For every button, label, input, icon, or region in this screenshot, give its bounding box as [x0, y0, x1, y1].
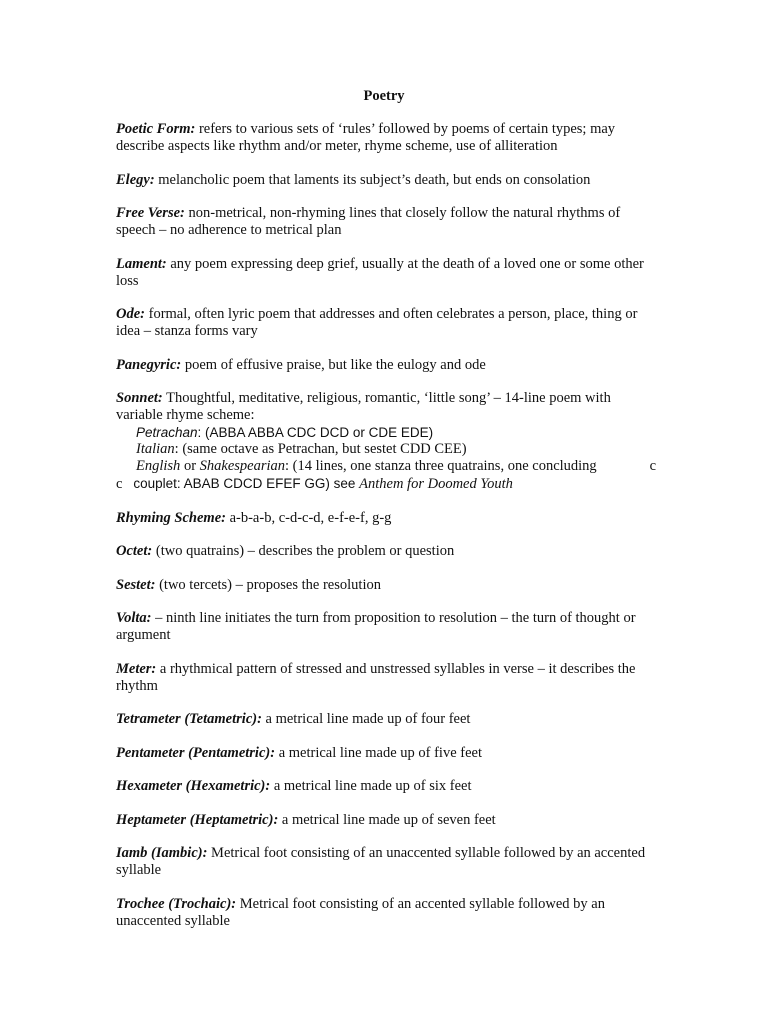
couplet-text: couplet: ABAB CDCD EFEF GG) see: [133, 476, 360, 491]
sonnet-type-label-alt: Shakespearian: [199, 458, 286, 474]
entry-pentameter: [116, 745, 656, 762]
entry-panegyric: [116, 357, 656, 374]
definition: refers to various sets of ‘rules’ followed by poems of certain types; may describe aspects like rhythm and/or meter, rhyme scheme, use of alliteration: [116, 121, 616, 154]
definition: a metrical line made up of six feet: [270, 778, 472, 794]
term: Trochee (Trochaic):: [116, 895, 237, 912]
term: Iamb (Iambic):: [116, 845, 208, 861]
term: Poetic Form:: [116, 121, 196, 137]
sonnet-type-text: : (14 lines, one stanza three quatrains, one concluding: [285, 458, 597, 474]
entry-sonnet: [116, 390, 656, 493]
entry-octet: [116, 543, 656, 560]
term: Heptameter (Heptametric):: [116, 811, 279, 828]
entry-elegy: [116, 172, 656, 189]
poem-reference: Anthem for Doomed Youth: [359, 476, 513, 492]
term: Octet:: [116, 543, 153, 559]
definition: a metrical line made up of four feet: [261, 711, 471, 727]
stray-letter: c: [116, 476, 123, 492]
term: Tetrameter (Tetametric):: [116, 711, 262, 727]
term: Pentameter (Pentametric):: [116, 744, 276, 761]
entry-tetrameter: [116, 711, 656, 728]
sonnet-petrarchan: [116, 424, 656, 441]
definition: melancholic poem that laments its subject’s death, but ends on consolation: [154, 171, 591, 188]
definition: non-metrical, non-rhyming lines that closely follow the natural rhythms of speech – no adherence to metrical plan: [116, 205, 621, 238]
definition: Metrical foot consisting of an accented syllable followed by an unaccented syllable: [116, 895, 605, 929]
definition: (two tercets) – proposes the resolution: [155, 576, 381, 593]
term: Free Verse:: [116, 205, 185, 221]
entry-hexameter: [116, 778, 656, 795]
entry-lament: [116, 256, 656, 290]
sonnet-type-label: English: [136, 458, 181, 474]
definition: a rhythmical pattern of stressed and unstressed syllables in verse – it describes the rhythm: [116, 660, 636, 694]
sonnet-italian: [116, 441, 656, 458]
term: Elegy:: [116, 171, 155, 188]
sonnet-type-label: Petrachan: [136, 425, 198, 440]
sonnet-english: [116, 458, 656, 475]
stray-letter: c: [649, 458, 656, 474]
page-title: Poetry: [363, 88, 405, 104]
entry-rhyming-scheme: [116, 510, 656, 527]
entry-free-verse: [116, 205, 656, 239]
definition: a metrical line made up of five feet: [275, 744, 482, 761]
definition: a-b-a-b, c-d-c-d, e-f-e-f, g-g: [225, 509, 392, 526]
definition: Thoughtful, meditative, religious, romantic, ‘little song’ – 14-line poem with variable rhyme scheme:: [116, 390, 611, 423]
sonnet-type-label: Italian: [136, 441, 175, 457]
definition: – ninth line initiates the turn from proposition to resolution – the turn of thought or argument: [116, 610, 636, 643]
entry-poetic-form: [116, 121, 656, 155]
sonnet-intro: [116, 390, 656, 424]
definition: Metrical foot consisting of an unaccented syllable followed by an accented syllable: [116, 845, 646, 878]
connector-text: or: [180, 458, 200, 474]
definition: formal, often lyric poem that addresses and often celebrates a person, place, thing or idea – stanza forms vary: [116, 306, 638, 339]
definition: (two quatrains) – describes the problem or question: [152, 543, 455, 559]
entry-volta: [116, 610, 656, 644]
term: Meter:: [116, 660, 157, 677]
entry-ode: [116, 306, 656, 340]
term: Volta:: [116, 610, 152, 626]
term: Panegyric:: [116, 356, 182, 373]
definition: a metrical line made up of seven feet: [278, 811, 496, 828]
term: Ode:: [116, 306, 145, 322]
term: Lament:: [116, 255, 167, 272]
definition: poem of effusive praise, but like the eulogy and ode: [181, 356, 486, 373]
sonnet-couplet-line: [116, 475, 656, 493]
entry-iamb: [116, 845, 656, 879]
entry-heptameter: [116, 812, 656, 829]
term: Rhyming Scheme:: [116, 509, 226, 526]
term: Hexameter (Hexametric):: [116, 778, 271, 794]
sonnet-type-text: : (same octave as Petrachan, but sestet CDD CEE): [174, 441, 467, 457]
entry-sestet: [116, 577, 656, 594]
glossary: [116, 121, 656, 946]
entry-meter: [116, 661, 656, 695]
term: Sestet:: [116, 576, 156, 593]
definition: any poem expressing deep grief, usually at the death of a loved one or some other loss: [116, 255, 644, 289]
entry-trochee: [116, 896, 656, 930]
term: Sonnet:: [116, 390, 163, 406]
sonnet-type-text: : (ABBA ABBA CDC DCD or CDE EDE): [197, 425, 434, 440]
